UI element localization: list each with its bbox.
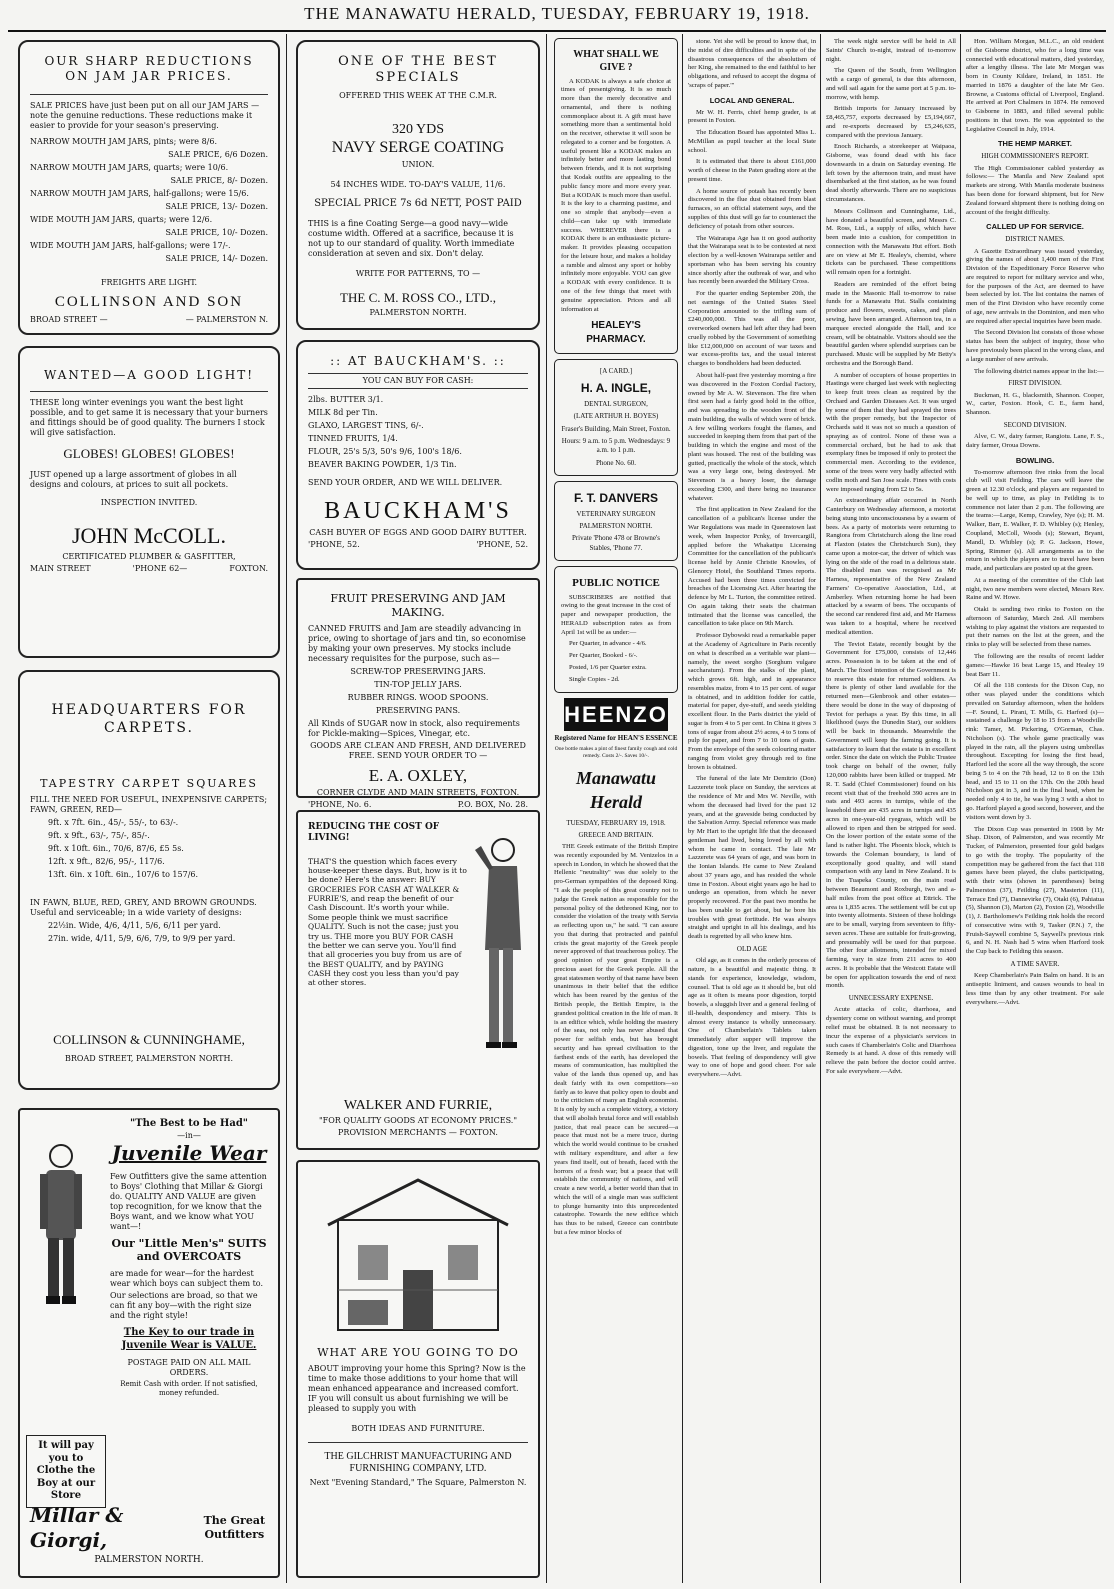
cash-item: MILK 8d per Tin. xyxy=(308,408,378,417)
dentist-name: H. A. INGLE, xyxy=(580,381,652,396)
goods-note: GOODS ARE CLEAN AND FRESH, AND DELIVERED FREE. SEND YOUR ORDER TO — xyxy=(310,740,526,760)
heenzo-ad xyxy=(554,698,678,761)
article-paragraph: Otaki is sending two rinks to Foxton on the afternoon of Saturday, March 2nd. All members wishing to play against the visitors are requested to put their names on the list at the green, and the rinks to play will be selected from these names. xyxy=(966,606,1104,649)
inspection-note: INSPECTION INVITED. xyxy=(100,498,198,508)
dentist-address: Fraser's Building, Main Street, Foxton. xyxy=(561,424,671,433)
section-heading: LOCAL AND GENERAL. xyxy=(709,95,795,105)
size-list xyxy=(30,818,268,880)
pay-box: It will pay you to Clothe the Boy at our Store xyxy=(26,1435,106,1508)
article-paragraph: For the quarter ending September 20th, the net earnings of the United States Steel Corporation amounted to the trifling sum of £240,000,000. This was all the poor, overworked owners had left after they had been cruelly robbed by the Government of something like £12,000,000 on account of war taxes and war excess-profits tax, and the usual interest charges to bondholders had been deducted. xyxy=(688,290,816,368)
column-divider xyxy=(820,34,821,1583)
article-paragraph: Acute attacks of colic, diarrhoea, and dysentery come on without warning, and prompt relief must be obtained. It is not necessary to incur the expense of a physician's services in such cases if Chamberlain's Colic and Diarrhoea Remedy is at hand. A dose of this remedy will relieve the pain before the doctor could arrive. For sale everywhere.—Advt. xyxy=(826,1006,956,1075)
ad-body: are made for wear—for the hardest wear which boys can subject them to. xyxy=(110,1269,263,1288)
ad-body: Few Outfitters give the same attention to Boys' Clothing that Millar & Giorgi do. QUALITY AND VALUE are given top recognition, for we know that the Boys want, and we know what YOU want—! xyxy=(110,1171,267,1231)
article-paragraph: The Education Board has appointed Miss L. McMillan as pupil teacher at the local State school. xyxy=(688,129,816,154)
kodak-ad xyxy=(554,38,678,354)
price-item: NARROW MOUTH JAM JARS, half-gallons; were 15/6. xyxy=(30,189,249,198)
ad-body: ABOUT improving your home this Spring? Now is the time to make those additions to your home that will mean enhanced appearance and increased comfort. IF you will consult us about furnishing we will be pleased to supply you with xyxy=(308,1363,526,1413)
phone-line xyxy=(308,540,528,550)
firm-address: CORNER CLYDE AND MAIN STREETS, FOXTON. xyxy=(316,787,520,797)
buyer-note: CASH BUYER OF EGGS AND GOOD DAIRY BUTTER. xyxy=(309,528,527,537)
rate-item: Per Quarter, in advance - 4/6. xyxy=(569,640,647,648)
ad-title: FRUIT PRESERVING AND JAM MAKING. xyxy=(330,592,506,619)
ad-body: THAT'S the question which faces every house-keeper these days. But, how is it to be done? Here's the answer: BUY GROCERIES FOR CASH AT WALKER & FURRIE'S, and reap the benefit of our Cash Discount. It's worth your while. Some people think we must sacrifice QUALITY. Such is not the case; just you try us. THE more you BUY FOR CASH the better we can serve you. You'll find that all groceries you buy from us are of the BEST QUALITY, and by PAYING CASH they cost you less than you'd pay at other stores. xyxy=(308,856,467,988)
size-item: 12ft. x 9ft., 82/6, 95/-, 117/6. xyxy=(48,856,165,866)
vet-phone: Private 'Phone 478 or Browne's Stables, 'Phone 77. xyxy=(571,534,661,552)
town: FOXTON. xyxy=(229,563,268,573)
article-paragraph: Professor Dybowski read a remarkable paper at the Academy of Agriculture in Paris recently on what is described as a veritable war plant—namely, the sweet sorgho (Sorghum vulgare saccharatum). From the stalks of the plant, which grows 6ft. high, and in appearance resembles maize, from 4 to 15 per cent. of sugar is obtained, and in addition fodder for cattle, material for paper, dye-stuff, and seeds yielding excellent flour. In the Paris district the yield of sugar is from 4 to 5 per cent. In China it gives 3 tons of sugar from about 2½ acres, 4 to 5 tons of pulp for paper, and from 7 to 10 tons of grain. From the envelope of the seeds colouring matter ranging from violet grey through red to fine brown is obtained. xyxy=(688,632,817,771)
article-paragraph: The Queen of the South, from Wellington with a cargo of general, is due this afternoon, and will sail again for the same port at 5 p.m. to-morrow, with hemp. xyxy=(826,67,956,101)
firm-address: Next "Evening Standard," The Square, Palmerston N. xyxy=(309,1477,527,1487)
firm-name: BAUCKHAM'S xyxy=(324,498,512,524)
article-paragraph: At a meeting of the committee of the Club last night, two new members were elected, Messrs Rev. Raine and W. Howe. xyxy=(966,576,1104,602)
article-paragraph: Keep Chamberlain's Pain Balm on hand. It is an antiseptic liniment, and causes wounds to heal in less time than by any other treatment. For sale everywhere.—Advt. xyxy=(966,972,1104,1006)
column-divider xyxy=(286,34,287,1583)
street: BROAD STREET — xyxy=(30,315,108,324)
bauckham-ad xyxy=(296,340,540,570)
firm-name: COLLINSON AND SON xyxy=(54,294,244,311)
firm-name: THE C. M. ROSS CO., LTD., xyxy=(340,289,496,305)
article-paragraph: A home source of potash has recently been discovered in the flue dust obtained from blast furnaces, so an official statement says, and the supplies of this dust will go far to counteract the deficiency of potash from other sources. xyxy=(688,187,816,230)
section-heading: UNNECESSARY EXPENSE. xyxy=(848,994,934,1003)
division-heading: SECOND DIVISION. xyxy=(1003,420,1067,429)
article-paragraph: About half-past five yesterday morning a fire was discovered in the Foxton Cordial Factory, owned by Mr A. W. Stevenson. The fire when first seen had a fairly good hold in the office, and was spreading to the wooden front of the main building, the walls of which were of brick. A few willing workers fought the flames, and succeeded in keeping them from that part of the building in which the engine and most of the plant was housed. The rest of the building was gutted, practically the whole of the stock, which was a very large one, being destroyed. Mr Stevenson is a heavy loser, the damage exceeding £300, and there being no insurance whatever. xyxy=(688,372,816,502)
price-item: WIDE MOUTH JAM JARS, half-gallons; were 17/-. xyxy=(30,241,231,250)
cost-of-living-ad xyxy=(296,810,540,1150)
product-union: UNION. xyxy=(401,160,435,169)
ad-footer xyxy=(30,293,268,325)
suits-heading: Our "Little Men's" SUITS and OVERCOATS xyxy=(111,1236,267,1264)
section-heading: OLD AGE xyxy=(736,945,768,953)
article-paragraph: The following are the results of recent ladder games:—Hawke 16 beat Large 15, and Healey 19 beat Barr 11. xyxy=(966,652,1104,678)
article-paragraph: The Second Division list consists of those whose status has been the subject of inquiry, those who have previously been placed in the wrong class, and a large number of new arrivals. xyxy=(966,329,1104,363)
requisite-item: RUBBER RINGS. WOOD SPOONS. xyxy=(347,692,489,702)
sale-price: SALE PRICE, 14/- Dozen. xyxy=(165,254,268,263)
firm-town: PALMERSTON NORTH. xyxy=(94,1554,204,1565)
globes-heading: GLOBES! GLOBES! GLOBES! xyxy=(63,446,235,461)
section-heading: A TIME SAVER. xyxy=(1010,960,1060,968)
heenzo-subtitle: Registered Name for HEAN'S ESSENCE xyxy=(554,733,678,742)
rate-item: Per Quarter, Booked - 6/-. xyxy=(569,652,638,660)
editorial-body: THE Greek estimate of the British Empire was recently expounded by M. Venizelos in a speech in London, in which he showed that the Hellenic "neutrality" was due solely to the pro-German sympathies of the deposed King. "I ask the people of this great country not to judge the Greek nation as responsible for the personal policy of the dethroned King, nor to consider the violation of the treaty with Servia as reflecting upon us," he said. "I can assure you that during that protracted and painful crisis the great majority of the Greek people never approved of that treacherous policy. The good opinion of your great Empire is a precious asset for the Greek people. All the great statesmen worthy of that name have been unanimous in their belief that the edifice which has been reared by the genius of the British people, the British Empire, is the grandest political creation in the life of man. It is an edifice which, while holding the mastery of the seas, not only has never abused that power for selfish ends, but has brought security and has spread civilisation to the farthest ends of the earth, has developed the means of communication, has multiplied the value of the lands thus opened up, and has dealt fairly with its own competitors—so fairly as to leave that policy open to doubt and to the criticism of many an English economist. It is only by such a complete victory, a victory that will abolish brutal force and will establish justice, that real peace can be secured—a peace that must not be a mere truce, during which the world would continue to be crushed with military expenditure, and after a few years find itself, out of breath, faced with the horrors of a fresh war; but a peace that will establish the community of nations, and will create a new world, a better world than that in which the will of a single man was sufficient to plunge humanity into this unprecedented catastrophe. Towards the new edifice which has thus to be raised, Greece can contribute but a few minor blocks of xyxy=(554,843,678,1236)
ad-title: OUR SHARP REDUCTIONS ON JAM JAR PRICES. xyxy=(44,54,254,83)
article-paragraph: Of all the 118 contests for the Dixon Cup, no other was played under the conditions which prevailed on Saturday afternoon, when the holders—F. Sound, L. Pirani, T. Mills, G. Harford (s)—sustained a challenge by 18 to 15 from a Woodville rink: Tamer, M. Pickering, O'Gorman, Chas. Nicholson (s). The whole game practically was played in the rain, all the players using umbrellas throughout. Excepting for losing the first head, Harford led the score all the way through, the score being 5 to 4 on the 7th head, 12 to 8 on the 13th head, and 15 to 11 on the 17th. On the 20th head Nicholson got in 3, and in the final head, when he needed only 4 to tie, he was lying 3 with a shot to go. Harford played a good second, however, and the visitors went down by 3. xyxy=(966,682,1104,821)
both-ideas: BOTH IDEAS AND FURNITURE. xyxy=(308,1424,528,1443)
section-heading: CALLED UP FOR SERVICE. xyxy=(986,222,1084,232)
notice-body: SUBSCRIBERS are notified that owing to the great increase in the cost of paper and newspaper production, the HERALD subscription rates as from April 1st will be as under:— xyxy=(561,593,671,636)
ad-title: WHAT ARE YOU GOING TO DO xyxy=(317,1346,519,1359)
phone: 'PHONE 62— xyxy=(132,563,188,573)
requisite-item: TIN-TOP JELLY JARS. xyxy=(374,679,462,689)
heenzo-logo: HEENZO xyxy=(564,698,668,731)
article-paragraph: To-morrow afternoon five rinks from the local club will visit Feilding. The cars will leave the green at 12.30 o'clock, and players are requested to be well up to time, as play in Feilding is to commence not later than 2 p.m. The following are the teams:—Large, Kemp, Crawley, Nye (s); H. M. Walker, Barr, E. Walker, F. D. Whibley (s); Henley, Coupland, McColl, Woods (s); Stewart, Bryant, Mandl, D. Whibley (s); P. G. Jackson, Howe, Spring, Rimmer (s). All arrangements as to the return in which the players are to travel have been made, and particulars are posted up at the green. xyxy=(966,468,1104,573)
article-paragraph: The High Commissioner cabled yesterday as follows:— The Manila and New Zealand spot markets are strong. With Manila moderate business has been done for forward shipment, but for New Zealand forward shipment there is nothing doing on account of the freight difficulty. xyxy=(966,164,1104,216)
town: — PALMERSTON N. xyxy=(185,315,268,324)
firm-name: THE GILCHRIST MANUFACTURING AND FURNISHING COMPANY, LTD. xyxy=(324,1450,512,1475)
ad-body: CANNED FRUITS and Jam are steadily advancing in price, owing to shortage of jars and tin, so economise by making your own preserves. My stocks include necessary requisites for the purpose, such as— xyxy=(308,623,526,663)
cash-note: YOU CAN BUY FOR CASH: xyxy=(308,373,528,389)
article-paragraph: The Wairarapa Age has it on good authority that the Wairarapa seat is to be contested at next election by a well-known Wairarapa settler and sportsman who has been serving his country since shortly after the outbreak of war, and who has recently been awarded the Military Cross. xyxy=(688,234,816,286)
phone: 'PHONE, 52. xyxy=(308,540,360,549)
sugar-note: All Kinds of SUGAR now in stock, also requirements for Pickle-making—Spices, Vinegar, etc. xyxy=(308,718,520,738)
rate-item: Single Copies - 2d. xyxy=(569,675,620,683)
phone: 'PHONE, 52. xyxy=(476,540,528,549)
tagline-in: —in— xyxy=(177,1130,201,1140)
width-item: 27in. wide, 4/11, 5/9, 6/6, 7/9, to 9/9 per yard. xyxy=(48,933,236,943)
product-name: NAVY SERGE COATING xyxy=(331,139,505,156)
price-list xyxy=(30,137,268,264)
ad-title: ONE OF THE BEST SPECIALS xyxy=(338,54,498,86)
section-subheading: HIGH COMMISSIONER'S REPORT. xyxy=(981,152,1089,161)
public-notice xyxy=(554,566,678,693)
column-4 xyxy=(688,38,816,1583)
column-5 xyxy=(826,38,956,1583)
size-item: 9ft. x 7ft. 6in., 45/-, 55/-, to 63/-. xyxy=(48,817,179,827)
boy-illustration-icon xyxy=(26,1138,96,1348)
requisite-list xyxy=(308,667,528,716)
ad-footer xyxy=(308,1097,528,1141)
cash-item-list xyxy=(308,395,528,470)
lighting-ad xyxy=(18,346,280,658)
tagline: "The Best to be Had" xyxy=(129,1118,249,1129)
juvenile-wear-ad xyxy=(18,1108,280,1578)
article-paragraph: The week night service will be held in All Saints' Church to-night, instead of to-morrow night. xyxy=(826,38,956,63)
phone-line xyxy=(308,800,528,810)
yardage: 320 YDS xyxy=(392,121,444,137)
felt-description: IN FAWN, BLUE, RED, GREY, AND BROWN GROUNDS. Useful and serviceable; in a wide variety of designs: xyxy=(30,897,257,917)
section-subheading: DISTRICT NAMES. xyxy=(1005,235,1065,244)
fruit-preserving-ad xyxy=(296,578,540,809)
ad-subtitle: TAPESTRY CARPET SQUARES xyxy=(40,777,258,790)
firm-name: JOHN McCOLL. xyxy=(72,523,226,549)
dentist-title: DENTAL SURGEON, xyxy=(584,400,648,409)
pharmacy-name: HEALEY'S PHARMACY. xyxy=(586,320,646,345)
ad-body: A KODAK is always a safe choice at times of presentgiving. It is so much more than the merely decorative and ornamental, and there is nothing commonplace about it. A gift must have something more than a sentimental hold on the receiver, otherwise it will soon be relegated to a corner and be forgotten. A useful present like a KODAK makes an infinitely better and more lasting bond between friends, and it is not surprising that Kodak outfits are appealing to the public fancy more and more every year. But a KODAK is much more than useful. It is the key to a charming pastime, and one so simple that anybody—even a child—can take up with immediate success. WHEREVER there is a KODAK there is an enthusiastic picture-maker. It provides pleasing occupation for the leisure hour, and makes a holiday a ramble and almost any sport or hobby infinitely more enjoyable. YOU can give a KODAK with every confidence. It is one of the few things that meet with genuine appreciation. Prices and all information at xyxy=(561,77,671,313)
width-value: 54 INCHES WIDE. TO-DAY'S VALUE, 11/6. xyxy=(330,180,506,189)
editorial-title: GREECE AND BRITAIN. xyxy=(578,830,654,839)
column-6 xyxy=(966,38,1104,1583)
article-paragraph: An extraordinary affair occurred in North Canterbury on Wednesday afternoon, a motorist being stung into unconsciousness by a swarm of bees. As a party of motorists were returning to Rangiora from Christchurch along the line road at Flaxton (states the Christchurch Sun), they came upon a motor-car, the driver of which was lying on the side of the road in a delirious state. The disabled man was recognised as Mr Harness, representative of the New Zealand Farmers' Co-operative Association, Ltd., at Amberley. When returning home he had been attacked by a swarm of bees. The occupants of the second car rendered first aid, and Mr Harness was taken to a hospital, where he received medical attention. xyxy=(826,497,956,636)
offered-note: OFFERED THIS WEEK AT THE C.M.R. xyxy=(339,90,497,100)
dentist-phone: Phone No. 60. xyxy=(595,458,637,467)
section-heading: THE HEMP MARKET. xyxy=(997,139,1073,149)
firm-line xyxy=(30,1503,268,1553)
ad-footer xyxy=(308,290,528,320)
rate-item: Posted, 1/6 per Quarter extra. xyxy=(569,664,647,672)
article-paragraph: The following district names appear in the list:— xyxy=(974,367,1104,375)
ad-intro: FILL THE NEED FOR USEFUL, INEXPENSIVE CARPETS; FAWN, GREEN, RED— xyxy=(30,794,268,814)
firm-name: E. A. OXLEY, xyxy=(368,765,468,785)
article-paragraph: Hon. William Morgan, M.L.C., an old resident of the Gisborne district, who for a long time was connected with educational matters, died yesterday, after a lengthy illness. The late Mr Morgan was born in County Kildare, Ireland, in 1851. He married in 1876 a daughter of the late Mr Geo. Browne, a Customs official of Liverpool, England. He arrived at Port Chalmers in 1874. He removed to Gisborne in 1883, and filled several public positions in that town. He was appointed to the Legislative Council in July, 1914. xyxy=(966,38,1104,133)
firm-town: PALMERSTON NORTH. xyxy=(369,308,467,317)
article-paragraph: A Gazette Extraordinary was issued yesterday, giving the names of about 1,400 men of the First Division of the Expeditionary Force Reserve who are required to report for military service and who, for the purposes of the Act, are deemed to have been selected by lot. The list contains the names of men of the First Division who have recently come of age, new arrivals in the Dominion, and men who are required after special inquiries have been made. xyxy=(966,247,1104,325)
sale-price: SALE PRICE, 10/- Dozen. xyxy=(165,228,268,237)
dentist-hours: Hours: 9 a.m. to 5 p.m. Wednesdays: 9 a.m. to 1 p.m. xyxy=(561,437,671,455)
size-item: 9ft. x 9ft., 63/-, 75/-, 85/-. xyxy=(48,830,150,840)
sale-price: SALE PRICE, 6/6 Dozen. xyxy=(168,150,268,159)
slogan: "FOR QUALITY GOODS AT ECONOMY PRICES." xyxy=(318,1116,518,1125)
article-paragraph: stone. Yet she will be proud to know that, in the midst of dire difficulties and in spite of the disastrous consequences of the absolutism of her King, she remained to the end faithful to her obligations, and refused to accept the dogma of 'scraps of paper.'" xyxy=(688,38,816,89)
size-item: 13ft. 6in. x 10ft. 6in., 107/6 to 157/6. xyxy=(48,869,199,879)
article-paragraph: Old age, as it comes in the orderly process of nature, is a beautiful and majestic thing. It stands for experience, knowledge, wisdom, counsel. That is old age as it should be, but old age as it often is means poor digestion, torpid bowels, a sluggish liver and a general feeling of ill-health, despondency and misery. This is almost every instance is wholly unnecessary. One of Chamberlain's Tablets taken immediately after supper will improve the digestion, tone up the liver, and regulate the bowels. That feeling of despondency will give way to one of hope and good cheer. For sale everywhere.—Advt. xyxy=(688,957,816,1079)
firm-name: COLLINSON & CUNNINGHAME, xyxy=(53,1031,245,1047)
division-heading: FIRST DIVISION. xyxy=(1008,379,1062,388)
firm-trade: CERTIFICATED PLUMBER & GASFITTER, xyxy=(62,551,236,561)
jam-jar-ad xyxy=(18,40,280,335)
notice-title: PUBLIC NOTICE xyxy=(572,577,660,590)
ad-title: WHAT SHALL WE GIVE ? xyxy=(573,49,659,74)
cash-item: FLOUR, 25's 5/3, 50's 9/6, 100's 18/6. xyxy=(308,447,462,456)
write-note: WRITE FOR PATTERNS, TO — xyxy=(355,268,481,278)
cash-item: 2lbs. BUTTER 3/1. xyxy=(308,395,384,404)
ad-body: Our selections are broad, so that we can fit any boy—with the right size and the right style! xyxy=(110,1291,258,1320)
vet-name: F. T. DANVERS xyxy=(573,490,658,505)
column-divider xyxy=(546,34,547,1583)
firm-name: WALKER AND FURRIE, xyxy=(343,1097,493,1113)
article-paragraph: A number of occupiers of house properties in Hastings were charged last week with neglecting to keep fruit trees clean as required by the Orchard and Garden Diseases Act. It was urged by some of them that they had sprayed the trees with the proper remedy, but the Inspector of Orchards said it was not so much a question of spraying as of control. None of these was a commercial orchard, but he had to ask that exemplary fines be imposed if only to protect the commercial men. According to the evidence, some of the trees were very badly affected with codlin moth and San Jose scale. Fines with costs were imposed ranging from £2 to 5s. xyxy=(826,371,956,493)
carpets-ad xyxy=(18,670,280,1090)
article-paragraph: Readers are reminded of the effort being made in the Masonic Hall to-morrow to raise funds for a Manawatu Hut. Stalls containing produce and flowers, sweets, cakes, and plain sewing, have been arranged. Afternoon tea, in a marquee erected alongside the Hall, and ice cream, will be obtainable. Visitors should see the beautiful garden where splendid surprises can be purchased. Music will be supplied by Mr Betty's orchestra and the Borough Band. xyxy=(826,280,956,367)
sale-price: SALE PRICE, 8/- Dozen. xyxy=(170,176,268,185)
firm-address xyxy=(30,564,268,574)
house-illustration-icon xyxy=(318,1170,518,1340)
vet-title: VETERINARY SURGEON xyxy=(576,509,656,518)
ad-title: REDUCING THE COST OF LIVING! xyxy=(308,822,440,844)
article-paragraph: It is estimated that there is about £161,000 worth of cheese in the Paten grading store at the present time. xyxy=(688,158,816,183)
column-3 xyxy=(554,38,678,1583)
street: MAIN STREET xyxy=(30,563,91,573)
heenzo-note: One bottle makes a pint of finest family cough and cold remedy. Costs 2/-. Saves 10/-. xyxy=(554,746,678,760)
cash-item: BEAVER BAKING POWDER, 1/3 Tin. xyxy=(308,460,457,469)
vet-town: PALMERSTON NORTH. xyxy=(579,522,653,531)
firm-address xyxy=(30,315,268,325)
freight-note: FREIGHTS ARE LIGHT. xyxy=(100,278,198,287)
special-price: SPECIAL PRICE 7s 6d NETT, POST PAID xyxy=(314,198,522,209)
article-paragraph: Alve, C. W., dairy farmer, Rangiotu. Lane, F. S., dairy farmer, Oroua Downs. xyxy=(966,433,1104,449)
po-box: P.O. BOX, No. 28. xyxy=(457,799,528,809)
article-paragraph: Mr W. H. Ferris, chief hemp grader, is at present in Foxton. xyxy=(688,108,816,125)
gilchrist-ad xyxy=(296,1160,540,1578)
section-heading: BOWLING. xyxy=(1015,455,1055,465)
requisite-item: SCREW-TOP PRESERVING JARS. xyxy=(350,666,486,676)
ad-body: JUST opened up a large assortment of globes in all designs and colours, at prices to suit all pockets. xyxy=(30,470,237,490)
dentist-card xyxy=(554,359,678,476)
article-paragraph: The Dixon Cup was presented in 1908 by Mr Shap. Dixon, of Palmerston, and was recently Mr Tucker, of Palmerston, presented four gold badges to go with the trophy. The popularity of the competition may be gathered from the fact that 118 games have been played, the clubs participating, with their wins (shown in parentheses) being Palmerston (37), Feilding (27), Masterton (11), Terrace End (7), Dannevirke (7), Otaki (6), Pahiatua (5), Shannon (3), Marton (2), Foxton (2), Woodville (1), J. Bartholomew's Feilding rink holds the record of consecutive wins with 9, Tasker (P.N.) 7, the Fruish-Saywell combine 5, Saywell's previous rink 6, and N. H. Nash had 5 wins when Harford took the Cup back to Feilding this season. xyxy=(966,825,1104,956)
man-illustration-icon xyxy=(473,830,528,1070)
cash-item: GLAXO, LARGEST TINS, 6/-. xyxy=(308,421,424,430)
vet-card xyxy=(554,481,678,561)
key-heading: The Key to our trade in Juvenile Wear is VALUE. xyxy=(121,1327,257,1351)
ad-title: HEADQUARTERS FOR CARPETS. xyxy=(51,702,247,736)
masthead: THE MANAWATU HERALD, TUESDAY, FEBRUARY 19, 1918. xyxy=(304,4,810,23)
ad-intro: SALE PRICES have just been put on all our JAM JARS —note the genuine reductions. These reductions make it easier to provide for your season's preserving. xyxy=(30,101,260,130)
article-paragraph: Messrs Collinson and Cunninghame, Ltd., have donated a beautiful screen, and Messrs C. M. Ross, Ltd., a supply of silks, which have been made into a cushion, for competition in connection with the Manawatu Hut effort. Both are on view at Mr E. Healey's, chemist, where tickets can be purchased. These competitions will remain open for a fortnight. xyxy=(826,207,956,277)
article-paragraph: Buckman, H. G., blacksmith, Shannon. Cooper, W., carter, Foxton. Hook, C. E., farm hand, Shannon. xyxy=(966,391,1104,417)
ad-body: THIS is a fine Coating Serge—a good navy—wide costume width. Offered at a sacrifice, because it is not up to our standard of quality. Worth immediate consideration at seven and six. Don't delay. xyxy=(308,218,515,258)
cash-item: TINNED FRUITS, 1/4. xyxy=(308,434,398,443)
sale-price: SALE PRICE, 13/- Dozen. xyxy=(165,202,268,211)
width-item: 22½in. Wide, 4/6, 4/11, 5/6, 6/11 per yard. xyxy=(48,920,221,930)
firm-name: Millar & Giorgi, xyxy=(30,1502,124,1552)
dentist-late: (LATE ARTHUR H. BOYES) xyxy=(573,412,659,421)
postage-note: POSTAGE PAID ON ALL MAIL ORDERS. xyxy=(127,1358,251,1377)
ad-title: WANTED—A GOOD LIGHT! xyxy=(43,368,255,382)
ad-title: Juvenile Wear xyxy=(111,1140,267,1165)
phone: 'PHONE, No. 6. xyxy=(308,799,372,809)
requisite-item: PRESERVING PANS. xyxy=(375,705,461,715)
ad-footer xyxy=(30,1503,268,1568)
price-item: NARROW MOUTH JAM JARS, pints; were 8/6. xyxy=(30,137,217,146)
price-item: WIDE MOUTH JAM JARS, quarts; were 12/6. xyxy=(30,215,213,224)
navy-serge-ad xyxy=(296,40,540,330)
article-paragraph: The Teviot Estate, recently bought by the Government for £75,000, consists of 12,446 acres. Possession is to be taken at the end of March. The fixed intention of the Government is to reserve this estate for returned soldiers. As there is plenty of other land available for the returned men—Glenbrook and other estates—there would be done in the way of disposing of Teviot for perhaps a year. By this time, in all likelihood (says the Dunedin Star), our soldiers will be back in thousands. Meanwhile the Government will keep the farming going. It is satisfactory to learn that the estate is in excellent order. Since the date on which the Public Trustee took charge on behalf of the owner, fully 120,000 rabbits have been killed or trapped. Mr R. T. Sadd (Chief Commissioner) found on his recent visit that of the freehold 390 acres are in oats and 493 acres in turnips, while of the leasehold there are 435 acres in turnips and 435 acres in one-year-old ryegrass, which will be allowed to ripen and then be stripped for seed. On the lower portion of the estate some of the land is rather light. The Phoenix block, which is towards the Coleman boundary, is land of exceptionally good quality, and will stand comparison with any land in New Zealand. It is in the Tuapeka County, on the main road between Beaumont and Roxburgh, two and a-half miles from the post office at Ettrick. The area is 1,835 acres. The settlement will be cut up into twenty allotments. Sixteen of these holdings are to be small, varying from seventeen to fifty-seven acres. These are suitable for fruit-growing, and presumably will be used for that purpose. The other four allotments, intended for mixed farming, vary in size from 211 acres to 400 acres. It is probable that the Westcott Estate will be open for application towards the end of next month. xyxy=(826,640,956,990)
article-paragraph: British imports for January increased by £8,465,757, exports decreased by £5,194,667, and re-exports decreased by £5,246,635, compared with the previous January. xyxy=(826,105,956,139)
ad-body: THESE long winter evenings you want the best light possible, and to get same it is necessary that your burners and fittings should be of good quality. The burners I stock will give satisfaction. xyxy=(30,398,268,437)
column-divider xyxy=(682,34,683,1583)
ad-footer xyxy=(30,1032,268,1066)
firm-address: BROAD STREET, PALMERSTON NORTH. xyxy=(65,1054,233,1063)
remit-note: Remit Cash with order. If not satisfied, money refunded. xyxy=(120,1380,258,1397)
ad-title: :: AT BAUCKHAM'S. :: xyxy=(330,354,506,368)
paper-nameplate: Manawatu Herald xyxy=(575,767,657,812)
width-list xyxy=(30,921,268,944)
article-paragraph: The funeral of the late Mr Demitrio (Don) Lazzerete took place on Sunday, the services at the residence of Mr and Mrs W. Neville, with whom the deceased had lived for the past 12 years, and at the graveside being conducted by the Salvation Army. Special reference was made by Mr Hart to the upright life that the deceased gentleman had lived, being loved by all with whom he came in contact. The late Mr Lazzerete was 64 years of age, and was born in the Ionian Islands. He came to New Zealand about 37 years ago, and has resided the whole time in Foxton. About eight years ago he had to undergo an operation, from which he never properly recovered. For the past two months he has been unable to get about, but he bore his troubles with great fortitude. He was always straight and upright in all his dealings, and his death is regretted by all who knew him. xyxy=(688,775,816,941)
issue-date: TUESDAY, FEBRUARY 19, 1918. xyxy=(566,818,666,827)
masthead-rule xyxy=(8,30,1106,32)
card-label: [A CARD.] xyxy=(599,366,633,375)
send-note: SEND YOUR ORDER, AND WE WILL DELIVER. xyxy=(308,478,503,487)
column-divider xyxy=(960,34,961,1583)
article-paragraph: Enoch Richards, a storekeeper at Waipaoa, Gisborne, was found dead with his face downwards in a drain on Saturday evening. He left town by the afternoon train, and must have disembarked at the first station, as he was found dead shortly afterwards. There are no suspicious circumstances. xyxy=(826,143,956,204)
article-paragraph: The first application in New Zealand for the cancellation of a publican's license under the War Regulations was made in Queenstown last week, when Inspector Pcnky, of Invercargill, applied before the Whakatipu Licensing Committee for the cancellation of the publican's license held by Annie Christie Knowles, of Glenorcy Hotel, the Southland Times reports. Accused had been three times convicted for breaches of the Licensing Act. After hearing the defence by Mr L. Turton, the committee retired. On again taking their seats the chairman intimated that the license was cancelled, the cancellation to take place on 9th March. xyxy=(688,506,816,628)
price-item: NARROW MOUTH JAM JARS, quarts; were 10/6. xyxy=(30,163,229,172)
great-outfitters: The Great Outfitters xyxy=(203,1514,266,1541)
firm-trade: PROVISION MERCHANTS — FOXTON. xyxy=(338,1128,498,1137)
size-item: 9ft. x 10ft. 6in., 70/6, 87/6, £5 5s. xyxy=(48,843,184,853)
